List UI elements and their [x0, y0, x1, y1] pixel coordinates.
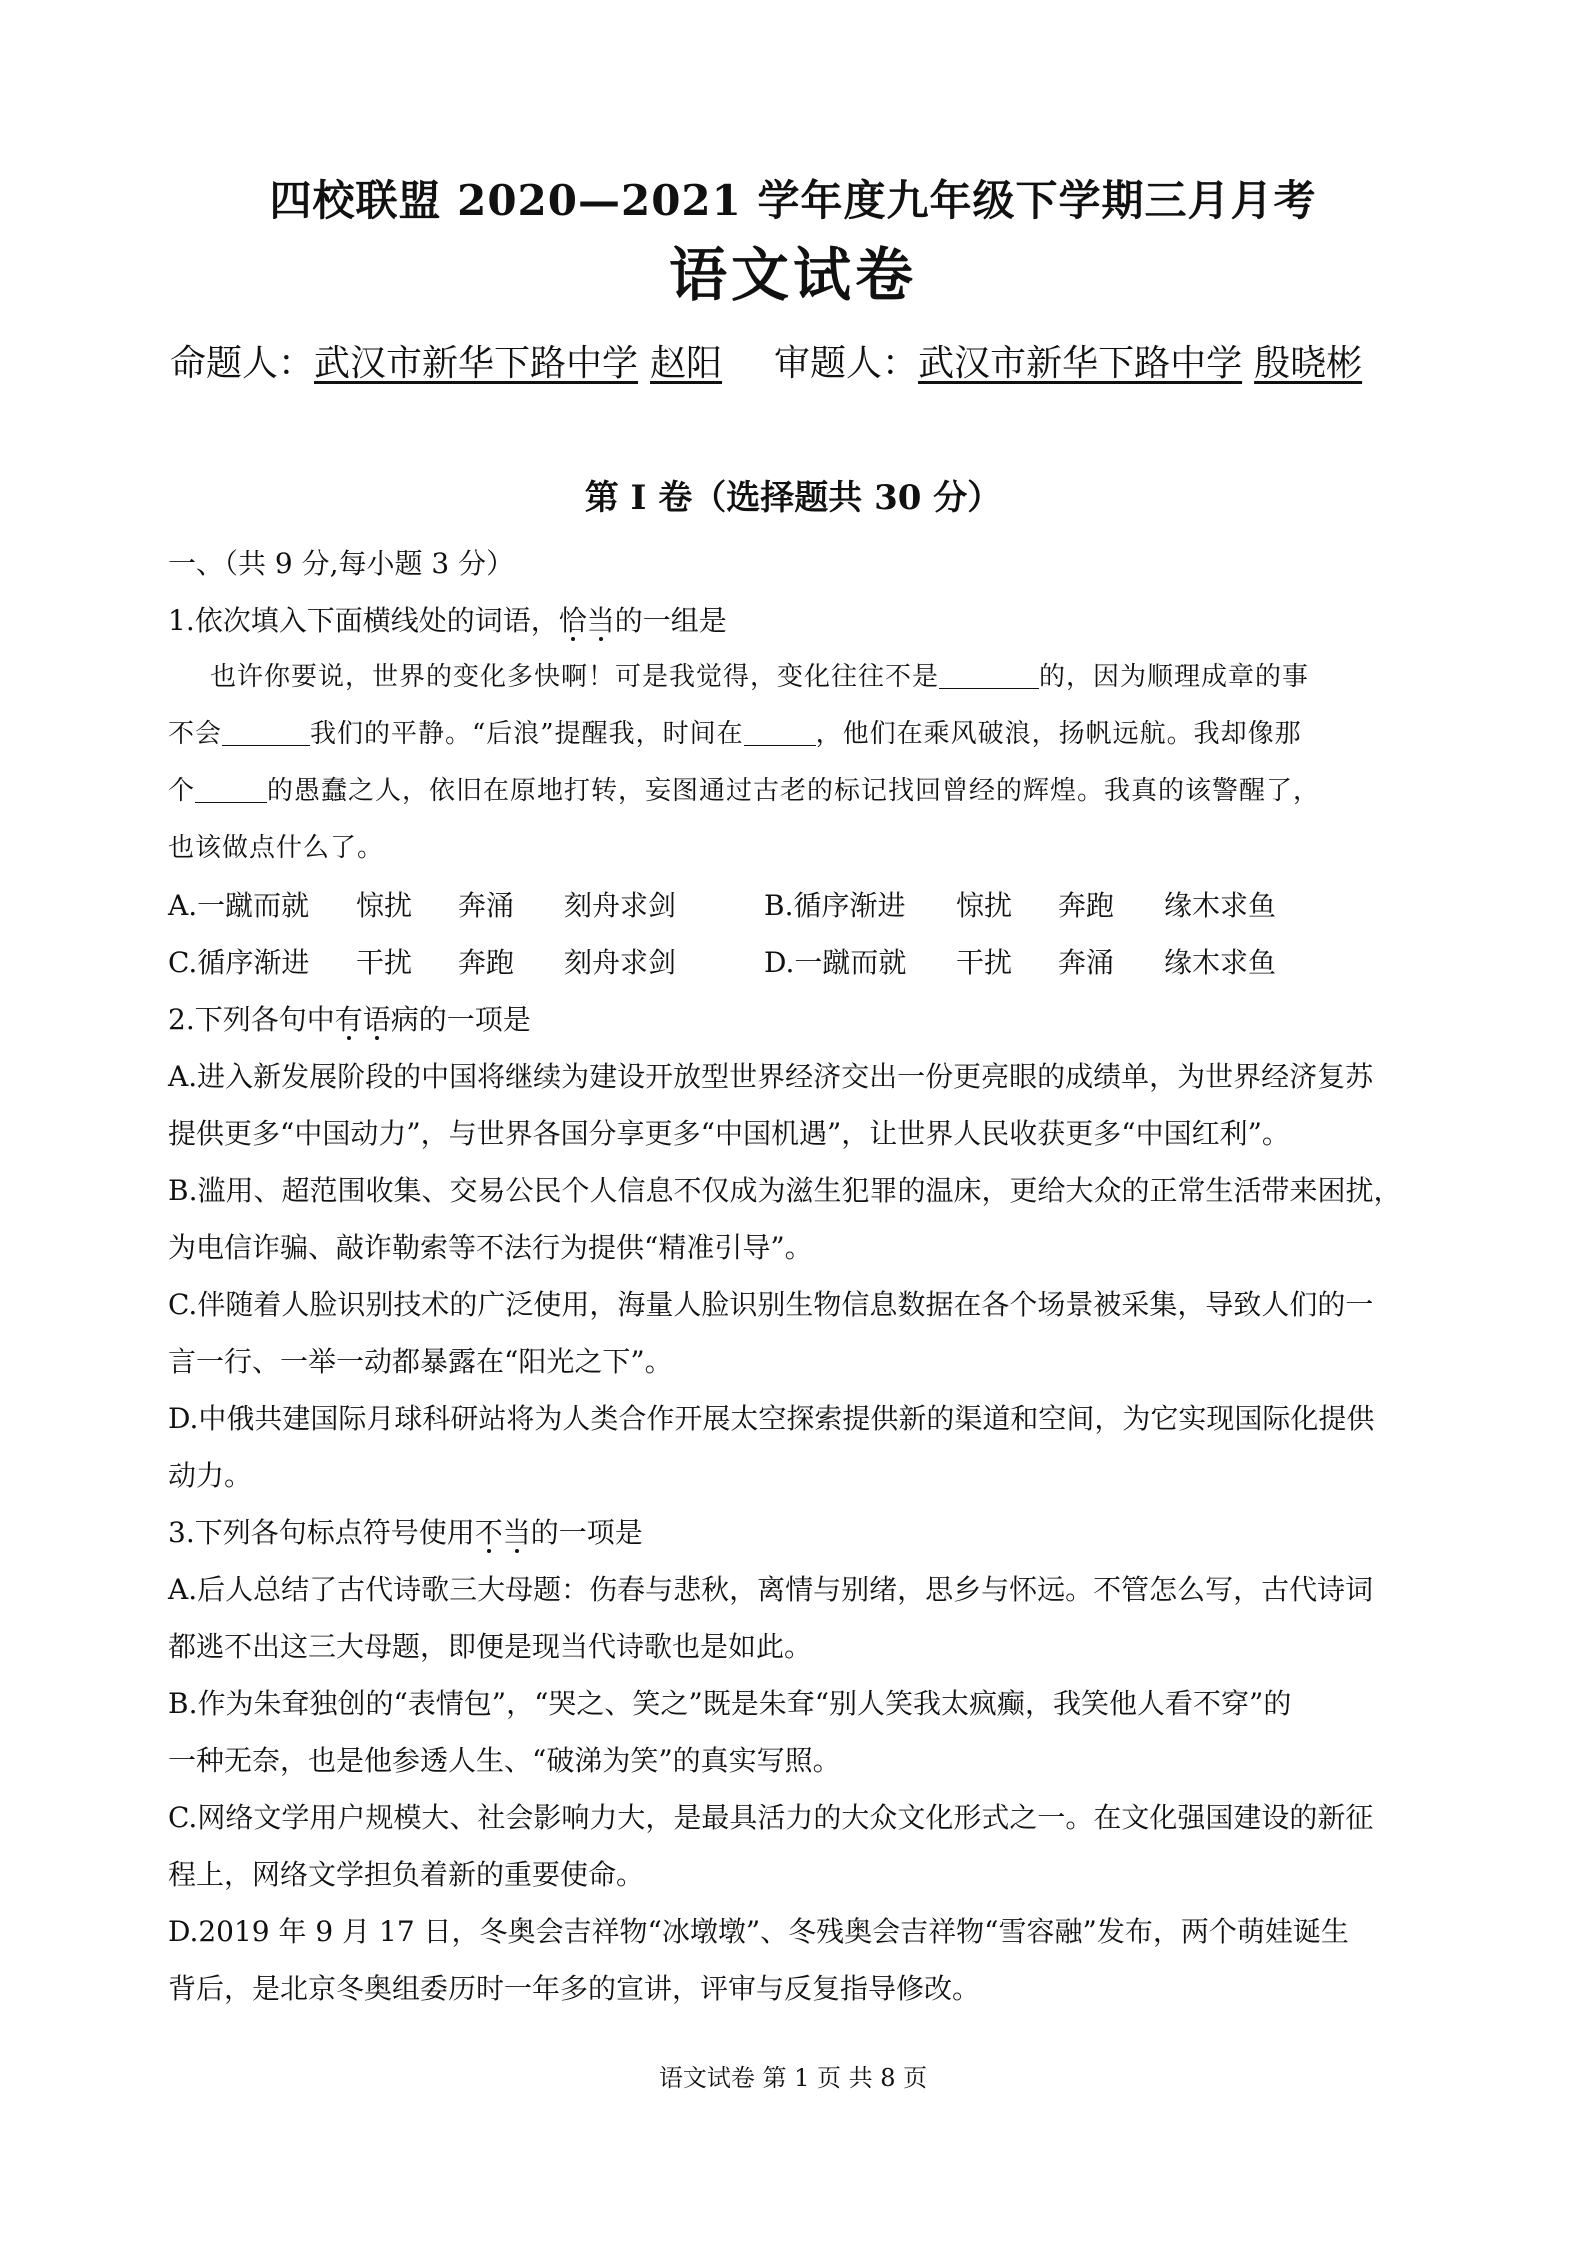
reviewer-school: 武汉市新华下路中学	[918, 343, 1243, 384]
option-line: A.后人总结了古代诗歌三大母题：伤春与悲秋，离情与别绪，思乡与怀远。不管怎么写，古代诗词	[168, 1573, 1374, 1606]
option-d-2: 干扰	[956, 946, 1013, 979]
option-c-3: 奔跑	[458, 946, 515, 979]
option-line: 都逃不出这三大母题，即便是现当代诗歌也是如此。	[168, 1630, 813, 1663]
option-line: 提供更多“中国动力”，与世界各国分享更多“中国机遇”，让世界人民收获更多“中国红利”。	[168, 1117, 1290, 1150]
option-line: C.网络文学用户规模大、社会影响力大，是最具活力的大众文化形式之一。在文化强国建设的新征	[168, 1801, 1374, 1834]
passage-text: 个	[168, 776, 196, 806]
author-school: 武汉市新华下路中学	[314, 343, 639, 384]
option-b-4: 缘木求鱼	[1164, 889, 1277, 922]
fill-blank	[195, 774, 267, 803]
emphasis-dotted: 恰当	[558, 604, 615, 637]
passage-text: 也许你要说，世界的变化多快啊！可是我觉得，变化往往不是	[210, 662, 940, 692]
option-line: 背后，是北京冬奥组委历时一年多的宣讲，评审与反复指导修改。	[168, 1972, 981, 2005]
passage-line	[168, 706, 1428, 763]
option-line: 一种无奈，也是他参透人生、“破涕为笑”的真实写照。	[168, 1744, 841, 1777]
stem-text: 的一项是	[530, 1516, 643, 1549]
fill-blank	[939, 660, 1039, 689]
stem-text: 2.下列各句中	[168, 1003, 335, 1036]
option-d-1: D.一蹴而就	[764, 946, 907, 979]
part-heading: 一、（共 9 分,每小题 3 分）	[168, 547, 515, 580]
option-a-2: 惊扰	[356, 889, 413, 922]
passage-line: 也该做点什么了。	[168, 833, 385, 863]
questions-block	[168, 535, 1428, 2017]
option-b-2: 惊扰	[956, 889, 1013, 922]
option-line: D.中俄共建国际月球科研站将为人类合作开展太空探索提供新的渠道和空间，为它实现国际化提供	[168, 1402, 1375, 1435]
options-row	[168, 877, 1428, 934]
option-line: D.2019 年 9 月 17 日，冬奥会吉祥物“冰墩墩”、冬残奥会吉祥物“雪容融”发布，两个萌娃诞生	[168, 1915, 1349, 1948]
option-a-4: 刻舟求剑	[564, 889, 677, 922]
author-label: 命题人：	[170, 343, 315, 384]
author-line	[170, 335, 1362, 386]
stem-text: 的一组是	[614, 604, 727, 637]
passage-text: 我们的平静。“后浪”提醒我，时间在	[310, 719, 744, 749]
passage-text: 不会	[168, 719, 223, 749]
stem-text: 3.下列各句标点符号使用	[168, 1516, 475, 1549]
passage-text: 的愚蠢之人，依旧在原地打转，妄图通过古老的标记找回曾经的辉煌。我真的该警醒了，	[267, 776, 1321, 806]
options-row	[168, 934, 1428, 991]
option-line: A.进入新发展阶段的中国将继续为建设开放型世界经济交出一份更亮眼的成绩单，为世界经济复苏	[168, 1060, 1374, 1093]
passage-text: ，他们在乘风破浪，扬帆远航。我却像那	[815, 719, 1302, 749]
option-b-3: 奔跑	[1058, 889, 1115, 922]
reviewer-label: 审题人：	[774, 343, 919, 384]
option-line: 为电信诈骗、敲诈勒索等不法行为提供“精准引导”。	[168, 1231, 813, 1264]
option-d-3: 奔涌	[1058, 946, 1115, 979]
exam-title: 四校联盟 2020—2021 学年度九年级下学期三月月考	[269, 176, 1317, 225]
fill-blank	[744, 717, 816, 746]
question-1-stem	[168, 592, 1428, 649]
section-title: 第 I 卷（选择题共 30 分）	[584, 478, 1002, 518]
option-d-4: 缘木求鱼	[1164, 946, 1277, 979]
option-line: 动力。	[168, 1459, 253, 1492]
passage-line	[168, 763, 1428, 820]
option-line: B.作为朱耷独创的“表情包”，“哭之、笑之”既是朱耷“别人笑我太疯癫，我笑他人看不穿”的	[168, 1687, 1292, 1720]
option-a-3: 奔涌	[458, 889, 515, 922]
passage-text: 的，因为顺理成章的事	[1039, 662, 1310, 692]
author-name: 赵阳	[650, 343, 723, 384]
emphasis-dotted: 有语	[334, 1003, 391, 1036]
stem-text: 1.依次填入下面横线处的词语，	[168, 604, 559, 637]
option-line: 言一行、一举一动都暴露在“阳光之下”。	[168, 1345, 673, 1378]
option-c-2: 干扰	[356, 946, 413, 979]
page-footer: 语文试卷 第 1 页 共 8 页	[658, 2064, 928, 2092]
option-c-1: C.循序渐进	[168, 946, 310, 979]
option-c-4: 刻舟求剑	[564, 946, 677, 979]
exam-subtitle: 语文试卷	[668, 241, 917, 309]
emphasis-dotted: 不当	[474, 1516, 531, 1549]
option-line: C.伴随着人脸识别技术的广泛使用，海量人脸识别生物信息数据在各个场景被采集，导致人们的一	[168, 1288, 1374, 1321]
option-line: B.滥用、超范围收集、交易公民个人信息不仅成为滋生犯罪的温床，更给大众的正常生活带来困扰，	[168, 1174, 1402, 1207]
option-b-1: B.循序渐进	[764, 889, 906, 922]
option-a-1: A.一蹴而就	[168, 889, 310, 922]
passage-line	[168, 649, 1428, 706]
option-line: 程上，网络文学担负着新的重要使命。	[168, 1858, 645, 1891]
stem-text: 病的一项是	[390, 1003, 531, 1036]
question-2-stem	[168, 991, 1428, 1048]
question-3-stem	[168, 1504, 1428, 1561]
reviewer-name: 殷晓彬	[1254, 343, 1363, 384]
fill-blank	[222, 717, 310, 746]
